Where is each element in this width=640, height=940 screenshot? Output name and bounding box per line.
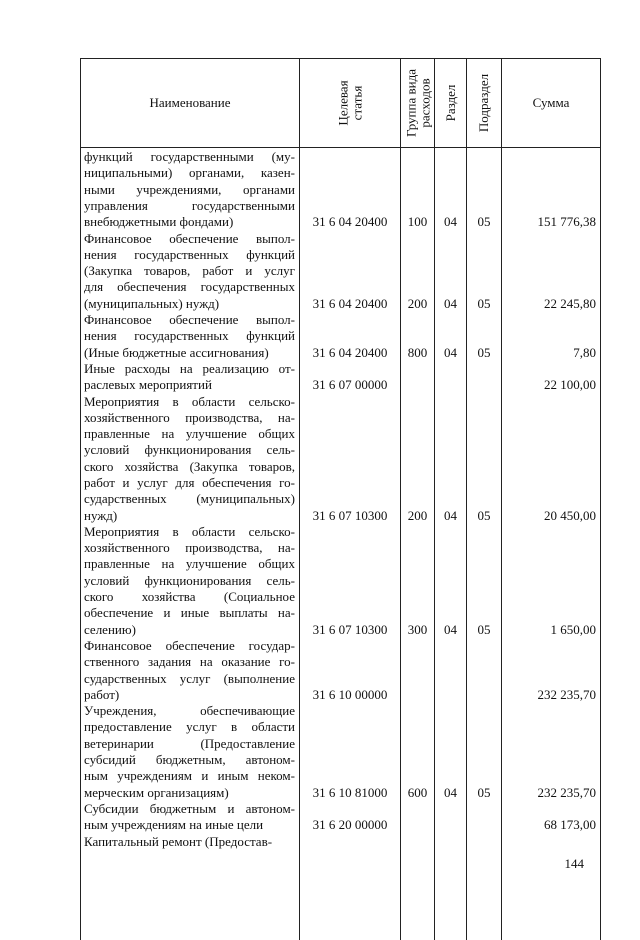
row-name-line: сударственных услуг (выполнение — [84, 670, 295, 686]
row-name-line: Мероприятия в области сельско- — [84, 523, 295, 539]
cell-group: 600 — [407, 784, 428, 800]
budget-table — [80, 58, 601, 940]
cell-subsection: 05 — [477, 784, 491, 800]
header-group — [401, 59, 435, 147]
row-name-line: обеспечение и иные выплаты на- — [84, 605, 295, 621]
row-name-line: сударственных (муниципальных) — [84, 491, 295, 507]
cell-group: 800 — [407, 344, 428, 360]
row-name-line: для обеспечения государственных — [84, 279, 295, 295]
header-sum-label: Сумма — [532, 95, 570, 111]
cell-sum: 68 173,00 — [544, 817, 596, 833]
cell-section: 04 — [444, 507, 457, 523]
cell-subsection: 05 — [477, 344, 491, 360]
row-name — [84, 231, 295, 312]
header-section — [435, 59, 467, 147]
row-name — [84, 703, 295, 801]
row-name-line: селению) — [84, 621, 136, 637]
cell-section: 04 — [444, 621, 457, 637]
cell-target: 31 6 04 20400 — [312, 295, 388, 311]
cell-group: 200 — [407, 295, 428, 311]
cell-section: 04 — [444, 214, 457, 230]
cell-target: 31 6 04 20400 — [312, 214, 388, 230]
row-name-line: ным учреждениям и иным неком- — [84, 768, 295, 784]
cell-section: 04 — [444, 295, 457, 311]
cell-sum: 1 650,00 — [550, 621, 596, 637]
column-name — [81, 148, 300, 940]
column-sum — [502, 148, 600, 940]
row-name-line: правленные на улучшение общих — [84, 556, 295, 572]
header-subsection — [467, 59, 502, 147]
row-name-line: раслевых мероприятий — [84, 377, 212, 393]
cell-subsection: 05 — [477, 507, 491, 523]
header-target — [300, 59, 401, 147]
header-section-label: Раздел — [442, 84, 458, 122]
table-header — [81, 58, 600, 148]
column-group — [401, 148, 435, 940]
row-name — [84, 312, 295, 361]
row-name-line: условий функционирования сель- — [84, 442, 295, 458]
row-name-line: работ) — [84, 686, 120, 702]
cell-group: 100 — [407, 214, 428, 230]
cell-sum: 151 776,38 — [537, 214, 596, 230]
row-name-line: нения государственных функций — [84, 328, 295, 344]
header-name-label: Наименование — [149, 95, 231, 111]
row-name-line: ным учреждениям на иные цели — [84, 817, 264, 833]
row-name-line: условий функционирования сель- — [84, 572, 295, 588]
row-name-line: Капитальный ремонт (Предостав- — [84, 833, 273, 849]
row-name-line: (Закупка товаров, работ и услуг — [84, 263, 295, 279]
row-name-line: нужд) — [84, 507, 118, 523]
header-sum — [502, 59, 600, 147]
header-name — [81, 59, 300, 147]
cell-subsection: 05 — [477, 214, 491, 230]
header-group-label: Группа вида расходов — [402, 69, 432, 137]
cell-subsection: 05 — [477, 621, 491, 637]
cell-sum: 232 235,70 — [537, 784, 596, 800]
row-name-line: правленные на улучшение общих — [84, 426, 295, 442]
row-name-line: Финансовое обеспечение выпол- — [84, 230, 295, 246]
row-name-line: Мероприятия в области сельско- — [84, 393, 295, 409]
row-name-line: нения государственных функций — [84, 246, 295, 262]
header-subsection-label: Подраздел — [476, 73, 492, 133]
row-name-line: Иные расходы на реализацию от- — [84, 360, 295, 376]
row-name-line: хозяйственного производства, на- — [84, 409, 295, 425]
cell-target: 31 6 07 00000 — [312, 377, 388, 393]
row-name-line: ственного задания на оказание го- — [84, 654, 295, 670]
column-subsection — [467, 148, 502, 940]
cell-target: 31 6 10 00000 — [312, 686, 388, 702]
cell-sum: 7,80 — [573, 344, 596, 360]
column-section — [435, 148, 467, 940]
cell-target: 31 6 07 10300 — [312, 507, 388, 523]
cell-sum: 22 245,80 — [544, 295, 596, 311]
row-name-line: внебюджетными фондами) — [84, 214, 234, 230]
cell-sum: 22 100,00 — [544, 377, 596, 393]
row-name — [84, 394, 295, 524]
row-name-line: Субсидии бюджетным и автоном- — [84, 801, 295, 816]
cell-section: 04 — [444, 784, 457, 800]
cell-target: 31 6 04 20400 — [312, 344, 388, 360]
row-name-line: предоставление услуг в области — [84, 719, 295, 735]
cell-sum: 20 450,00 — [544, 507, 596, 523]
cell-subsection: 05 — [477, 295, 491, 311]
cell-group: 300 — [407, 621, 428, 637]
page-number: 144 — [564, 856, 584, 871]
table-body — [81, 148, 600, 940]
row-name — [84, 801, 295, 834]
cell-group: 200 — [407, 507, 428, 523]
row-name — [84, 149, 295, 230]
row-name — [84, 834, 295, 850]
row-name-line: Учреждения, обеспечивающие — [84, 703, 295, 719]
row-name-line: работ и услуг для обеспечения го- — [84, 474, 295, 490]
row-name — [84, 524, 295, 638]
row-name-line: ветеринарии (Предоставление — [84, 735, 295, 751]
row-name — [84, 638, 295, 703]
row-name-line: функций государственными (му- — [84, 149, 295, 164]
row-name-line: Финансовое обеспечение государ- — [84, 638, 295, 653]
row-name-line: (Иные бюджетные ассигнования) — [84, 344, 269, 360]
row-name-line: Финансовое обеспечение выпол- — [84, 312, 295, 327]
row-name — [84, 361, 295, 394]
row-name-line: ными учреждениями, органами — [84, 181, 295, 197]
row-name-line: субсидий бюджетным, автоном- — [84, 752, 295, 768]
cell-target: 31 6 20 00000 — [312, 817, 388, 833]
cell-section: 04 — [444, 344, 457, 360]
cell-sum: 232 235,70 — [537, 686, 596, 702]
row-name-line: управления государственными — [84, 197, 295, 213]
row-name-line: хозяйственного производства, на- — [84, 540, 295, 556]
header-target-label: Целевая статья — [335, 80, 364, 126]
cell-target: 31 6 10 81000 — [312, 784, 388, 800]
column-target — [300, 148, 401, 940]
cell-target: 31 6 07 10300 — [312, 621, 388, 637]
row-name-line: ского хозяйства (Социальное — [84, 589, 295, 605]
row-name-line: мерческим организациям) — [84, 784, 229, 800]
row-name-line: (муниципальных) нужд) — [84, 295, 220, 311]
row-name-line: ского хозяйства (Закупка товаров, — [84, 458, 295, 474]
row-name-line: ниципальными) органами, казен- — [84, 165, 295, 181]
